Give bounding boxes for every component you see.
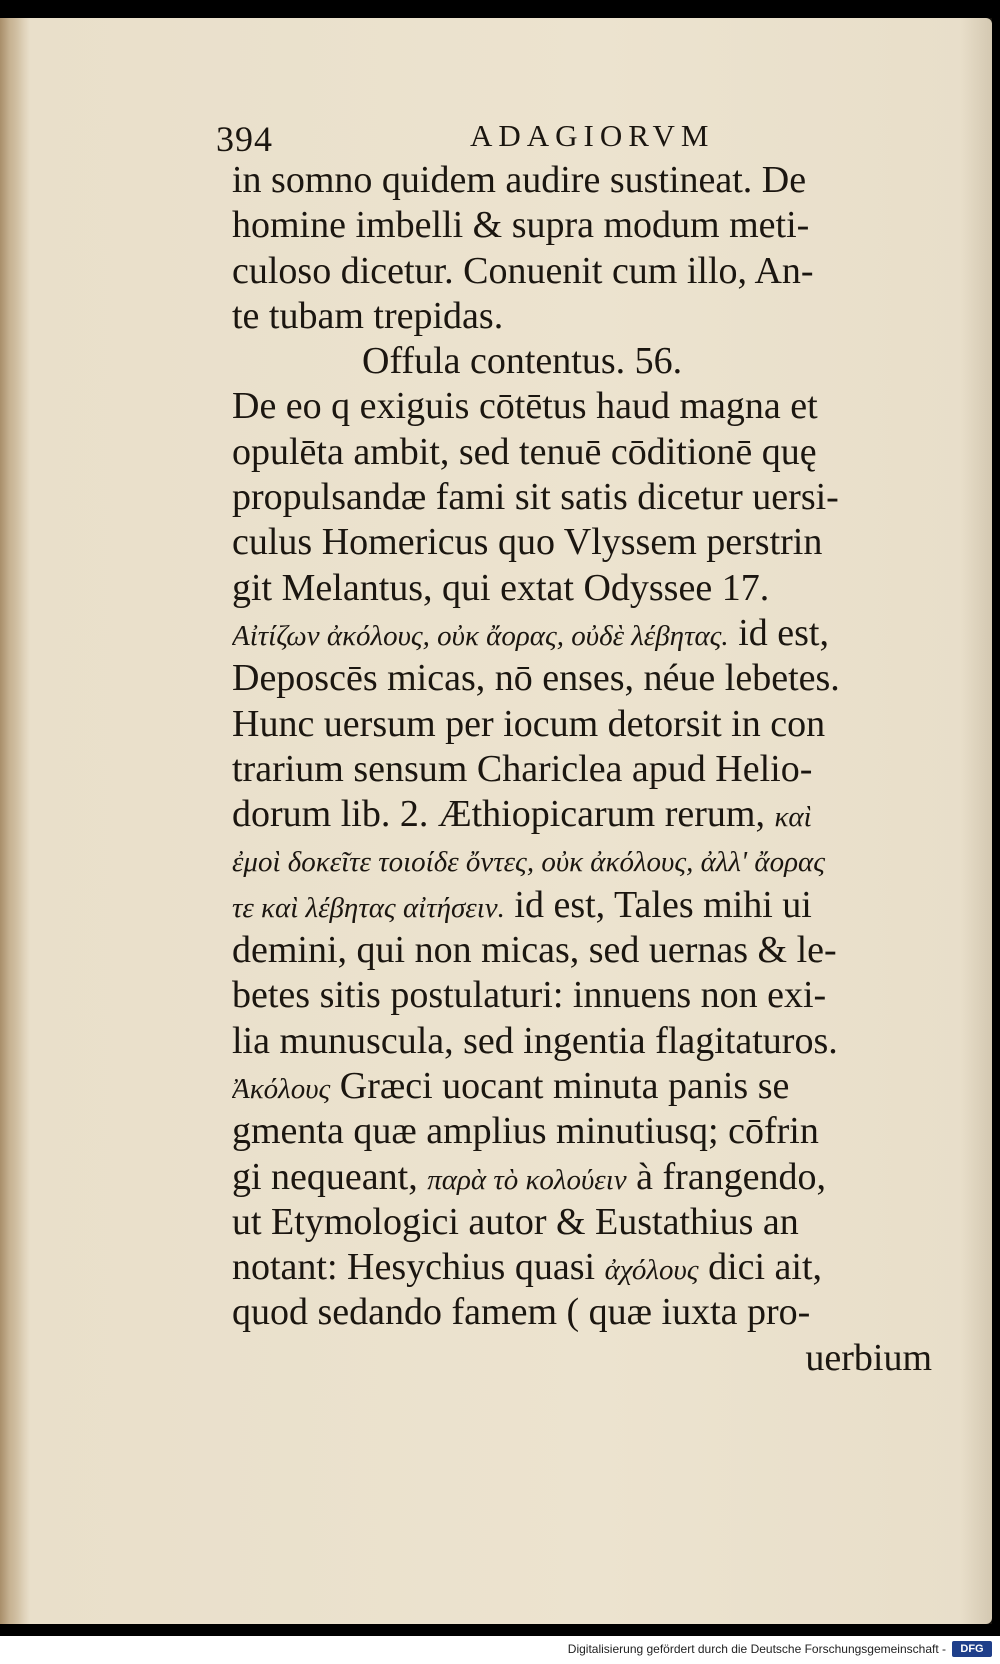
latin-text: gmenta quæ amplius minutiusq; cōfrin [232, 1110, 819, 1153]
latin-text: quod sedando famem ( quæ iuxta pro- [232, 1291, 811, 1334]
text-line [232, 566, 932, 611]
latin-text: De eo q exiguis cōtētus haud magna et [232, 385, 818, 428]
greek-text: ἀχόλους [604, 1254, 699, 1287]
latin-text: Hunc uersum per iocum detorsit in con [232, 702, 826, 745]
latin-text: uerbium [805, 1336, 932, 1379]
text-line [232, 203, 932, 248]
text-line [232, 702, 932, 747]
page-number: 394 [216, 119, 273, 159]
funding-credit: Digitalisierung gefördert durch die Deutsche Forschungsgemeinschaft - [567, 1642, 946, 1656]
text-line [232, 656, 932, 701]
running-head: ADAGIORVM [470, 118, 715, 153]
page-edge-shadow [960, 18, 992, 1624]
latin-text: Deposcēs micas, nō enses, néue lebetes. [232, 657, 840, 700]
latin-text: ut Etymologici autor & Eustathius an [232, 1200, 799, 1243]
latin-text: propulsandæ fami sit satis dicetur uersi- [232, 476, 839, 519]
text-line [232, 792, 932, 837]
latin-text: dorum lib. 2. Æthiopicarum rerum, [232, 793, 775, 836]
text-line [232, 1200, 932, 1245]
adage-title [232, 339, 932, 384]
body-text [232, 158, 932, 1381]
page-gutter-shadow [0, 18, 30, 1624]
digitization-footer [0, 1636, 1000, 1664]
text-line [232, 520, 932, 565]
text-line [232, 1019, 932, 1064]
latin-text: à frangendo, [626, 1155, 827, 1198]
greek-text: ἐμοὶ δοκεῖτε τοιοίδε ὄντες, οὐκ ἀκόλους, ἀλλ' ἄορας [232, 846, 826, 879]
text-line [232, 973, 932, 1018]
text-line [232, 747, 932, 792]
latin-text: dici ait, [698, 1246, 823, 1289]
latin-text: trarium sensum Chariclea apud Helio- [232, 747, 813, 790]
latin-text: te tubam trepidas. [232, 294, 504, 337]
text-line [232, 1290, 932, 1335]
latin-text: id est, [728, 611, 829, 654]
text-line [232, 1245, 932, 1290]
text-line [232, 475, 932, 520]
text-line [232, 1155, 932, 1200]
latin-text: betes sitis postulaturi: innuens non exi- [232, 974, 827, 1017]
text-line [232, 928, 932, 973]
latin-text: id est, Tales mihi ui [504, 883, 812, 926]
greek-text: Αἰτίζων ἀκόλους, οὐκ ἄορας, οὐδὲ λέβητας. [232, 619, 729, 652]
greek-text: παρὰ τὸ κολούειν [427, 1163, 627, 1196]
text-line [232, 1109, 932, 1154]
latin-text: gi nequeant, [232, 1155, 428, 1198]
latin-text: culoso dicetur. Conuenit cum illo, An- [232, 249, 814, 292]
latin-text: opulēta ambit, sed tenuē cōditionē quę [232, 430, 817, 473]
latin-text: lia munuscula, sed ingentia flagitaturos. [232, 1019, 838, 1062]
latin-text: culus Homericus quo Vlyssem perstrin [232, 521, 823, 564]
latin-text: in somno quidem audire sustineat. De [232, 159, 807, 201]
latin-text: Offula contentus. 56. [362, 340, 683, 383]
text-line [232, 384, 932, 429]
greek-text: Ἀκόλους [232, 1072, 331, 1105]
text-line [232, 837, 932, 882]
text-line [232, 158, 932, 203]
text-line [232, 430, 932, 475]
greek-text: τε καὶ λέβητας αἰτήσειν. [232, 891, 505, 924]
latin-text: demini, qui non micas, sed uernas & le- [232, 929, 837, 972]
greek-text: καὶ [774, 801, 812, 834]
dfg-logo: DFG [952, 1641, 992, 1657]
latin-text: Græci uocant minuta panis se [330, 1064, 790, 1107]
latin-text: homine imbelli & supra modum meti- [232, 204, 810, 247]
text-line [232, 883, 932, 928]
catchword [232, 1336, 932, 1381]
text-line [232, 611, 932, 656]
text-line [232, 1064, 932, 1109]
text-line [232, 249, 932, 294]
latin-text: git Melantus, qui extat Odyssee 17. [232, 566, 770, 609]
text-line [232, 294, 932, 339]
latin-text: notant: Hesychius quasi [232, 1246, 605, 1289]
